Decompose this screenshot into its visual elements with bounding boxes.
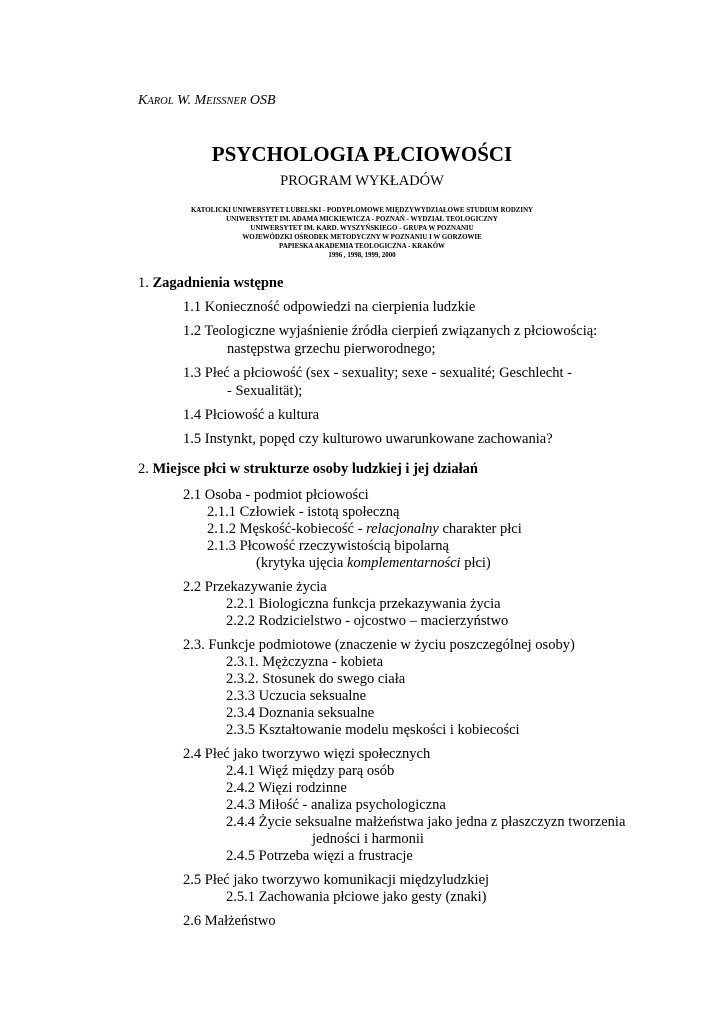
list-item: 2.1.1 Człowiek - istotą społeczną xyxy=(207,504,400,520)
list-item: 2.4.2 Więzi rodzinne xyxy=(226,780,347,796)
affiliation-years: 1996 , 1998, 1999, 2000 xyxy=(328,252,396,259)
list-item: 2.4.4 Życie seksualne małżeństwa jako jedna z płaszczyzn tworzenia xyxy=(226,814,626,830)
list-item: 2.5 Płeć jako tworzywo komunikacji międzyludzkiej xyxy=(183,872,490,888)
list-item: 2.1.3 Płcowość rzeczywistością bipolarną xyxy=(207,538,449,554)
list-item: 1.1 Konieczność odpowiedzi na cierpienia ludzkie xyxy=(183,299,476,315)
section-1-heading: 1. Zagadnienia wstępne xyxy=(138,275,284,291)
page-subtitle: PROGRAM WYKŁADÓW xyxy=(280,173,444,189)
list-item: 2.3.4 Doznania seksualne xyxy=(226,705,375,721)
list-item: 1.3 Płeć a płciowość (sex - sexuality; sexe - sexualité; Geschlecht - xyxy=(183,365,572,381)
affiliation-line: WOJEWÓDZKI OŚRODEK METODYCZNY W POZNANIU I W GORZOWIE xyxy=(242,234,482,241)
author-name: KAROL W. MEISSNER OSB xyxy=(138,93,276,108)
list-item: 2.3.2. Stosunek do swego ciała xyxy=(226,671,406,687)
list-item: 2.3. Funkcje podmiotowe (znaczenie w życiu poszczególnej osoby) xyxy=(183,637,575,653)
list-item: 2.4.1 Więź między parą osób xyxy=(226,763,395,779)
affiliation-line: PAPIESKA AKADEMIA TEOLOGICZNA - KRAKÓW xyxy=(279,243,445,250)
list-item: 2.6 Małżeństwo xyxy=(183,913,276,929)
list-item: 2.5.1 Zachowania płciowe jako gesty (znaki) xyxy=(226,889,487,905)
list-item: 2.4 Płeć jako tworzywo więzi społecznych xyxy=(183,746,431,762)
list-item-continuation: - Sexualität); xyxy=(227,383,303,399)
list-item-continuation: (krytyka ujęcia komplementarności płci) xyxy=(256,555,491,571)
list-item: 2.3.3 Uczucia seksualne xyxy=(226,688,367,704)
affiliation-line: KATOLICKI UNIWERSYTET LUBELSKI - PODYPLOMOWE MIĘDZYWYDZIAŁOWE STUDIUM RODZINY xyxy=(190,207,534,214)
list-item: 2.2 Przekazywanie życia xyxy=(183,579,327,595)
list-item-continuation: jedności i harmonii xyxy=(312,831,424,847)
section-2-heading: 2. Miejsce płci w strukturze osoby ludzkiej i jej działań xyxy=(138,461,478,477)
affiliations-block xyxy=(0,206,724,260)
list-item: 2.1 Osoba - podmiot płciowości xyxy=(183,487,369,503)
list-item: 2.3.1. Mężczyzna - kobieta xyxy=(226,654,384,670)
list-item: 2.1.2 Męskość-kobiecość - relacjonalny charakter płci xyxy=(207,521,522,537)
list-item: 2.2.1 Biologiczna funkcja przekazywania życia xyxy=(226,596,501,612)
page-title: PSYCHOLOGIA PŁCIOWOŚCI xyxy=(211,142,513,166)
list-item: 1.4 Płciowość a kultura xyxy=(183,407,320,423)
list-item: 2.4.5 Potrzeba więzi a frustracje xyxy=(226,848,413,864)
list-item: 1.5 Instynkt, popęd czy kulturowo uwarunkowane zachowania? xyxy=(183,431,553,447)
affiliation-line: UNIWERSYTET IM. ADAMA MICKIEWICZA - POZNAŃ - WYDZIAŁ TEOLOGICZNY xyxy=(226,216,498,223)
list-item: 2.4.3 Miłość - analiza psychologiczna xyxy=(226,797,446,813)
list-item: 1.2 Teologiczne wyjaśnienie źródła cierpień związanych z płciowością: xyxy=(183,323,598,339)
list-item: 2.2.2 Rodzicielstwo - ojcostwo – macierzyństwo xyxy=(226,613,509,629)
list-item-continuation: następstwa grzechu pierworodnego; xyxy=(227,341,436,357)
list-item: 2.3.5 Kształtowanie modelu męskości i kobiecości xyxy=(226,722,520,738)
affiliation-line: UNIWERSYTET IM. KARD. WYSZYŃSKIEGO - GRUPA W POZNANIU xyxy=(250,225,474,232)
